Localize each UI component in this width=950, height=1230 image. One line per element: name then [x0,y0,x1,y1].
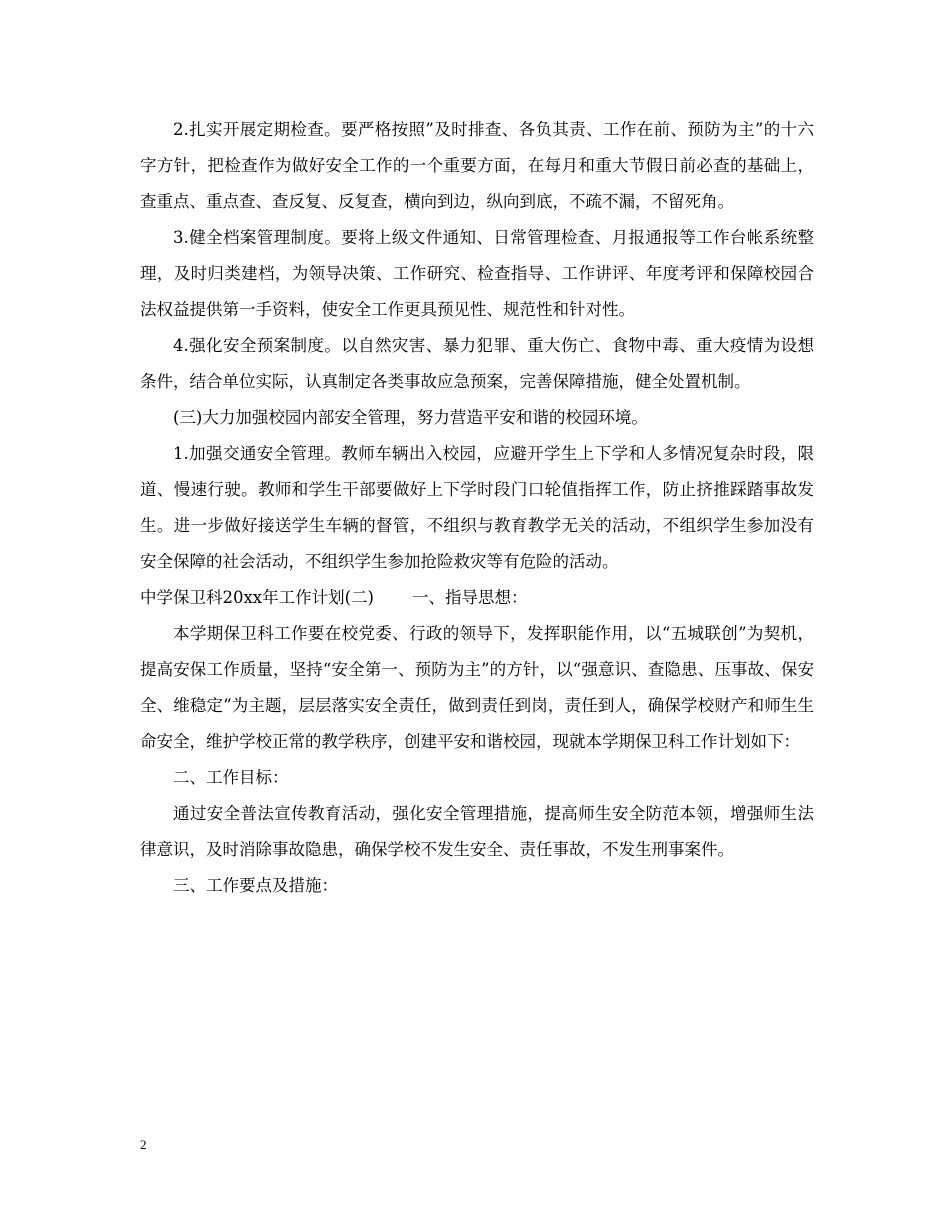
paragraph-work-goals: 通过安全普法宣传教育活动，强化安全管理措施，提高师生安全防范本领，增强师生法律意识，及时消除事故隐患，确保学校不发生安全、责任事故，不发生刑事案件。 [140,804,814,859]
paragraph-periodic-inspection: 2.扎实开展定期检查。要严格按照”及时排查、各负其责、工作在前、预防为主”的十六字方针，把检查作为做好安全工作的一个重要方面，在每月和重大节假日前必查的基础上，查重点、重点查、查反复、反复查，横向到边，纵向到底，不疏不漏，不留死角。 [140,120,814,211]
heading-work-points: 三、工作要点及措施： [173,876,338,895]
paragraph-traffic-safety: 1.加强交通安全管理。教师车辆出入校园，应避开学生上下学和人多情况复杂时段，限道、慢速行驶。教师和学生干部要做好上下学时段门口轮值指挥工作，防止挤推踩踏事故发生。进一步做好接送学生车辆的督管，不组织与教育教学无关的活动，不组织学生参加没有安全保障的社会活动，不组织学生参加抢险救灾等有危险的活动。 [140,444,814,571]
plan-title-line [140,580,814,616]
paragraph-guiding-ideology: 本学期保卫科工作要在校党委、行政的领导下，发挥职能作用，以“五城联创”为契机，提高安保工作质量，坚持“安全第一、预防为主”的方针，以“强意识、查隐患、压事故、保安全、维稳定”为主题，层层落实安全责任，做到责任到岗，责任到人，确保学校财产和师生生命安全，维护学校正常的教学秩序，创建平安和谐校园，现就本学期保卫科工作计划如下： [140,624,814,751]
paragraph-archive-management: 3.健全档案管理制度。要将上级文件通知、日常管理检查、月报通报等工作台帐系统整理，及时归类建档，为领导决策、工作研究、检查指导、工作讲评、年度考评和保障校园合法权益提供第一手资料，使安全工作更具预见性、规范性和针对性。 [140,228,814,319]
section-heading-campus-safety: (三)大力加强校园内部安全管理，努力营造平安和谐的校园环境。 [173,408,648,427]
heading-work-goals: 二、工作目标： [173,768,289,787]
page-number: 2 [140,1137,147,1152]
plan-title: 中学保卫科20xx年工作计划(二) [140,588,374,607]
document-body [140,112,814,904]
paragraph-emergency-plan: 4.强化安全预案制度。以自然灾害、暴力犯罪、重大伤亡、食物中毒、重大疫情为设想条件，结合单位实际，认真制定各类事故应急预案，完善保障措施，健全处置机制。 [140,336,814,391]
heading-guiding-ideology: 一、指导思想： [411,588,528,607]
